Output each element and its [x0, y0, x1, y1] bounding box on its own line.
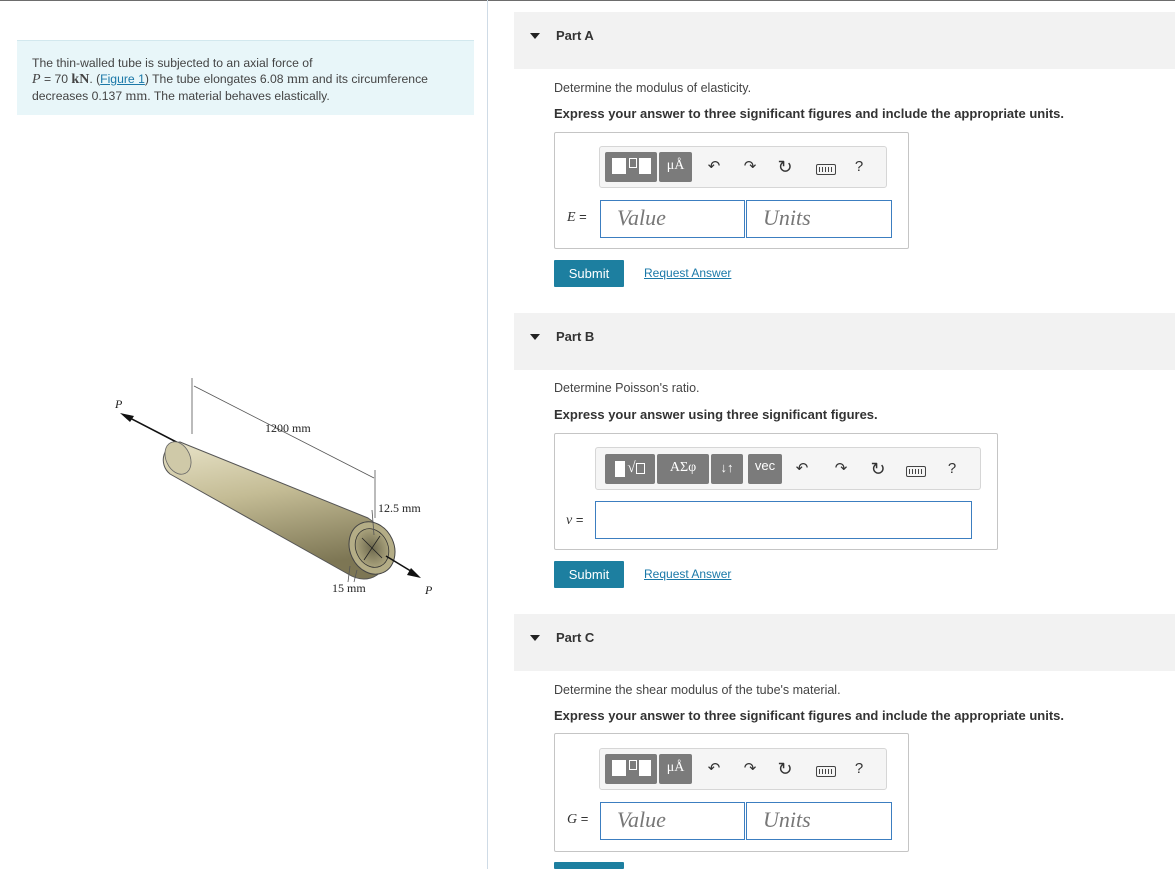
part-c-submit-button[interactable] [554, 862, 624, 869]
force-eq: = 70 [40, 72, 72, 86]
part-a-toolbar [599, 146, 887, 188]
decrease-text: decreases 0.137 [32, 89, 126, 103]
collapse-triangle-icon[interactable] [530, 635, 540, 641]
part-b-toolbar [595, 447, 981, 490]
equals-sign: = [572, 512, 584, 527]
circumference-text: and its circumference [308, 72, 428, 86]
part-c-title: Part C [556, 630, 595, 645]
var-nu: ν [566, 513, 573, 528]
var-e: E [567, 210, 576, 225]
label-diameter: 12.5 mm [378, 501, 421, 515]
part-a-instruction: Express your answer to three significant figures and include the appropriate units. [554, 106, 1064, 121]
top-border [0, 0, 1175, 1]
problem-line-3 [32, 88, 474, 105]
units-input[interactable]: Units [746, 200, 892, 238]
reset-icon[interactable]: ↻ [777, 157, 793, 177]
label-p-left: P [115, 397, 123, 411]
label-p-right: P [425, 583, 433, 597]
mm-unit-2: mm [125, 89, 148, 104]
reset-icon[interactable]: ↻ [870, 459, 886, 479]
keyboard-icon[interactable] [816, 164, 836, 175]
keyboard-icon[interactable] [816, 766, 836, 777]
undo-icon[interactable]: ↶ [707, 158, 721, 175]
column-divider [487, 0, 488, 869]
templates-button[interactable] [605, 152, 657, 182]
collapse-triangle-icon[interactable] [530, 33, 540, 39]
force-symbol: P [32, 72, 41, 87]
part-b-title: Part B [556, 329, 595, 344]
problem-line-1: The thin-walled tube is subjected to an axial force of [32, 56, 313, 70]
elongation-text: ) The tube elongates 6.08 [144, 72, 287, 86]
vector-button[interactable]: vec [748, 454, 782, 484]
value-input[interactable]: Value [600, 200, 745, 238]
sort-arrows-button[interactable]: ↓↑ [711, 454, 743, 484]
collapse-triangle-icon[interactable] [530, 334, 540, 340]
label-length: 1200 mm [265, 421, 311, 435]
part-c-instruction: Express your answer to three significant figures and include the appropriate units. [554, 708, 1064, 723]
greek-symbols-button[interactable]: ΑΣφ [657, 454, 709, 484]
redo-icon[interactable]: ↷ [743, 158, 757, 175]
elastic-text: . The material behaves elastically. [147, 89, 330, 103]
undo-icon[interactable]: ↶ [707, 760, 721, 777]
tube-figure [110, 370, 450, 610]
templates-button[interactable] [605, 754, 657, 784]
var-g: G [567, 812, 578, 827]
force-unit: kN [71, 72, 90, 87]
part-a-title: Part A [556, 28, 594, 43]
help-icon[interactable]: ? [854, 158, 864, 175]
units-button[interactable]: μÅ [659, 754, 692, 784]
units-button[interactable]: μÅ [659, 152, 692, 182]
paren-open: . ( [89, 72, 101, 86]
part-a-question: Determine the modulus of elasticity. [554, 81, 752, 95]
part-b-header[interactable] [514, 313, 1175, 370]
part-a-header[interactable] [514, 12, 1175, 69]
templates-sqrt-button[interactable]: √ [605, 454, 655, 484]
problem-statement [17, 40, 474, 115]
keyboard-icon[interactable] [906, 466, 926, 477]
redo-icon[interactable]: ↷ [834, 460, 848, 477]
poisson-ratio-input[interactable] [595, 501, 972, 539]
equals-sign: = [575, 209, 587, 224]
part-b-request-answer-link[interactable]: Request Answer [644, 567, 732, 581]
part-b-submit-button[interactable]: Submit [554, 561, 624, 588]
equals-sign: = [577, 811, 589, 826]
part-b-instruction: Express your answer using three significant figures. [554, 407, 878, 422]
part-a-answer-box [554, 132, 909, 249]
part-c-question: Determine the shear modulus of the tube's material. [554, 683, 841, 697]
part-b-answer-box [554, 433, 998, 550]
figure-link[interactable]: Figure 1 [100, 72, 145, 86]
help-icon[interactable]: ? [947, 460, 957, 477]
part-b-question: Determine Poisson's ratio. [554, 381, 700, 395]
arrowhead-left [120, 413, 134, 422]
part-c-header[interactable] [514, 614, 1175, 671]
part-b-variable [566, 512, 583, 529]
mm-unit-1: mm [286, 72, 309, 87]
redo-icon[interactable]: ↷ [743, 760, 757, 777]
reset-icon[interactable]: ↻ [777, 759, 793, 779]
part-c-variable [567, 811, 588, 828]
units-input[interactable]: Units [746, 802, 892, 840]
part-a-request-answer-link[interactable]: Request Answer [644, 266, 732, 280]
label-thickness: 15 mm [332, 581, 366, 595]
part-c-toolbar [599, 748, 887, 790]
undo-icon[interactable]: ↶ [795, 460, 809, 477]
part-a-submit-button[interactable]: Submit [554, 260, 624, 287]
value-input[interactable]: Value [600, 802, 745, 840]
part-a-variable [567, 209, 587, 226]
help-icon[interactable]: ? [854, 760, 864, 777]
problem-line-2 [32, 71, 474, 88]
part-c-answer-box [554, 733, 909, 852]
